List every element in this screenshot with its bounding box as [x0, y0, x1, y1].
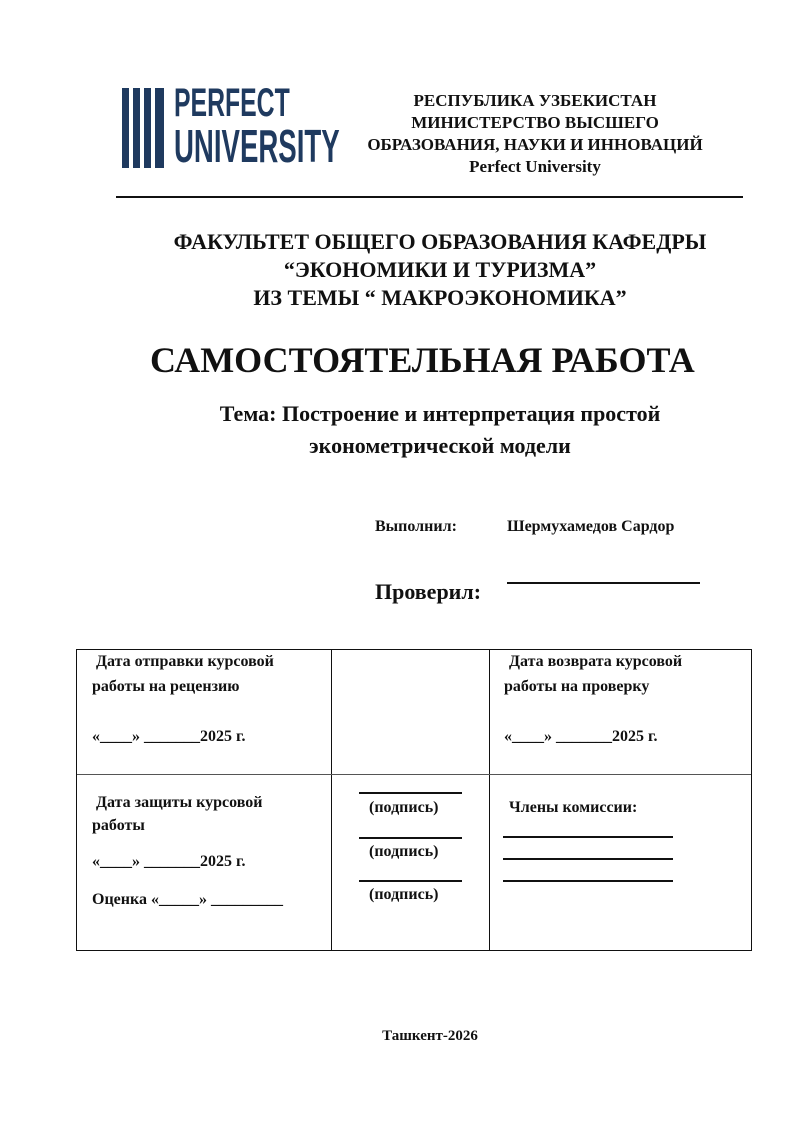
header-line-2: МИНИСТЕРСТВО ВЫСШЕГО: [411, 113, 659, 132]
table-divider-v1: [331, 650, 332, 950]
sent-date: «____» _______2025 г.: [92, 728, 246, 745]
header-divider: [116, 196, 743, 198]
commission-line-3: [503, 880, 673, 882]
header-line-3: ОБРАЗОВАНИЯ, НАУКИ И ИННОВАЦИЙ: [367, 135, 703, 154]
commission-line-1: [503, 836, 673, 838]
theme-line-2: эконометрической модели: [309, 433, 571, 458]
returned-line-1: Дата возврата курсовой: [509, 653, 683, 670]
defense-line-1: Дата защиты курсовой: [96, 794, 263, 811]
defense-date: «____» _______2025 г.: [92, 853, 246, 870]
table-divider-h: [77, 774, 751, 775]
defense-line-2: работы: [92, 817, 145, 834]
footer-city-year: Ташкент-2026: [382, 1028, 478, 1044]
header-line-1: РЕСПУБЛИКА УЗБЕКИСТАН: [413, 91, 657, 110]
performed-name: Шермухамедов Сардор: [507, 518, 675, 535]
table-divider-v2: [489, 650, 490, 950]
sent-line-2: работы на рецензию: [92, 678, 240, 695]
signature-line-3: [359, 880, 462, 882]
signature-line-2: [359, 837, 462, 839]
faculty-line-3: ИЗ ТЕМЫ “ МАКРОЭКОНОМИКА”: [253, 285, 627, 310]
faculty-line-1: ФАКУЛЬТЕТ ОБЩЕГО ОБРАЗОВАНИЯ КАФЕДРЫ: [173, 229, 707, 254]
commission-label: Члены комиссии:: [509, 799, 638, 816]
defense-grade: Оценка «_____» _________: [92, 891, 283, 908]
logo-bars-icon: [122, 88, 164, 168]
performed-label: Выполнил:: [375, 518, 457, 535]
ministry-header: [340, 90, 730, 178]
faculty-block: [80, 228, 800, 312]
checked-label: Проверил:: [375, 579, 482, 604]
signature-label-3: (подпись): [369, 886, 439, 903]
commission-line-2: [503, 858, 673, 860]
theme-block: [140, 398, 740, 462]
logo-line-1: PERFECT: [174, 81, 290, 125]
checked-signature-line: [507, 582, 700, 584]
review-table: [76, 649, 752, 951]
header-line-4: Perfect University: [469, 157, 601, 176]
logo-line-2: UNIVERSITY: [174, 120, 340, 172]
university-logo: [122, 81, 340, 172]
signature-label-1: (подпись): [369, 799, 439, 816]
returned-date: «____» _______2025 г.: [504, 728, 658, 745]
faculty-line-2: “ЭКОНОМИКИ И ТУРИЗМА”: [283, 257, 597, 282]
returned-line-2: работы на проверку: [504, 678, 650, 695]
signature-label-2: (подпись): [369, 843, 439, 860]
theme-line-1: Тема: Построение и интерпретация простой: [219, 401, 661, 426]
sent-line-1: Дата отправки курсовой: [96, 653, 274, 670]
signature-line-1: [359, 792, 462, 794]
page-title: САМОСТОЯТЕЛЬНАЯ РАБОТА: [150, 340, 695, 380]
